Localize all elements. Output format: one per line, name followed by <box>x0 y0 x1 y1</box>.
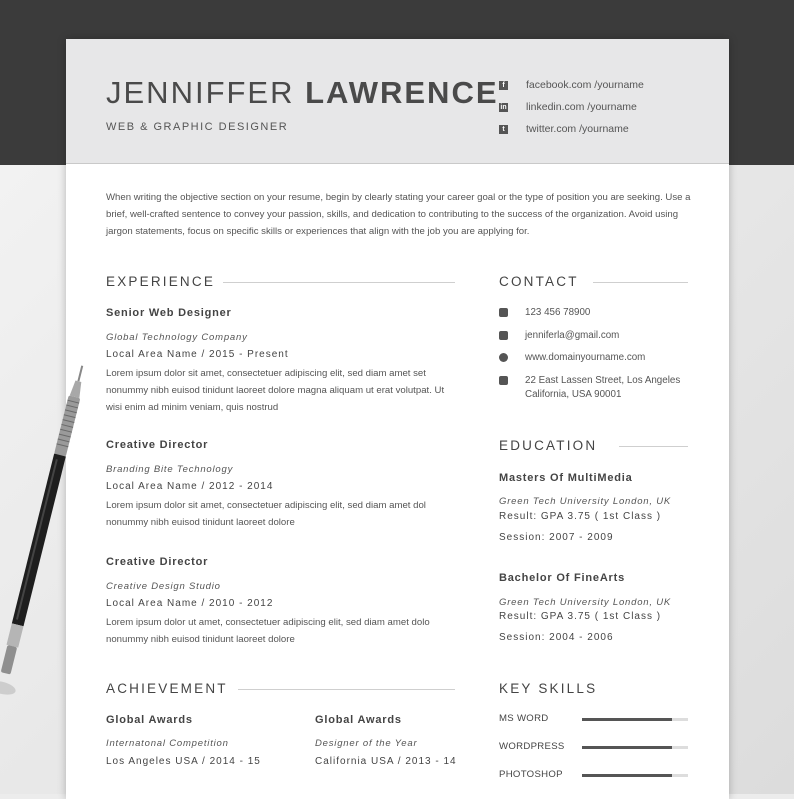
contact-address <box>499 374 680 402</box>
result-text: Result: GPA 3.75 ( 1st Class ) <box>499 511 662 522</box>
job-description: Lorem ipsum dolor sit amet, consectetuer adipiscing elit, sed diam amet dol nonummy nibh euisod tinidunt laoreet dolore <box>106 500 426 528</box>
skill-bar-fill <box>582 774 672 777</box>
session-text: Session: 2007 - 2009 <box>499 532 614 543</box>
experience-heading: EXPERIENCE <box>106 274 216 289</box>
section-divider <box>619 446 688 447</box>
job-description: Lorem ipsum dolor sit amet, consectetuer adipiscing elit, sed diam amet set nonummy nibh euisod tinidunt laoreet dolore magna aliquam ut erat volutpat. Ut wisi enim ad minim veniam, quis nostrud <box>106 368 445 413</box>
section-divider <box>238 689 455 690</box>
school-name: Green Tech University London, UK <box>499 496 672 507</box>
skill-label: PHOTOSHOP <box>499 769 563 780</box>
skills-heading: KEY SKILLS <box>499 681 598 696</box>
skill-bar <box>582 718 688 721</box>
award-meta: California USA / 2013 - 14 <box>315 756 457 767</box>
skill-label: WORDPRESS <box>499 741 565 752</box>
skill-bar <box>582 746 688 749</box>
globe-icon <box>499 353 508 362</box>
school-name: Green Tech University London, UK <box>499 597 672 608</box>
section-divider <box>223 282 455 283</box>
twitter-icon: t <box>499 125 508 134</box>
skill-bar-fill <box>582 746 672 749</box>
degree-title: Bachelor Of FineArts <box>499 572 626 584</box>
job-title: Creative Director <box>106 439 209 451</box>
job-meta: Local Area Name / 2010 - 2012 <box>106 598 274 609</box>
contact-website <box>499 351 645 365</box>
resume-page <box>66 39 729 799</box>
social-linkedin <box>499 101 637 113</box>
result-text: Result: GPA 3.75 ( 1st Class ) <box>499 611 662 622</box>
email-text: jenniferla@gmail.com <box>525 330 620 341</box>
contact-email <box>499 329 619 343</box>
award-title: Global Awards <box>315 714 402 726</box>
skill-bar-fill <box>582 718 672 721</box>
website-text: www.domainyourname.com <box>525 352 646 363</box>
section-divider <box>593 282 688 283</box>
job-meta: Local Area Name / 2012 - 2014 <box>106 481 274 492</box>
social-facebook <box>499 79 644 91</box>
skill-bar <box>582 774 688 777</box>
achievement-heading: ACHIEVEMENT <box>106 681 228 696</box>
facebook-icon: f <box>499 81 508 90</box>
linkedin-icon: in <box>500 103 507 111</box>
objective-paragraph: When writing the objective section on your resume, begin by clearly stating your career goal or the type of position you are seeking. Use a brief, well-crafted sentence to convey your passion, skills, and dedication to contributing to the success of the organization. Avoid using jargon statements, focus on specific skills or experiences that align with the job you are applying for. <box>106 192 691 237</box>
contact-heading: CONTACT <box>499 274 579 289</box>
social-text: twitter.com /yourname <box>526 123 629 135</box>
award-meta: Los Angeles USA / 2014 - 15 <box>106 756 261 767</box>
award-subtitle: Internatonal Competition <box>106 738 229 749</box>
award-subtitle: Designer of the Year <box>315 738 418 749</box>
phone-text: 123 456 78900 <box>525 307 591 318</box>
degree-title: Masters Of MultiMedia <box>499 472 633 484</box>
social-twitter <box>499 123 629 135</box>
job-title: Senior Web Designer <box>106 307 232 319</box>
company-name: Branding Bite Technology <box>106 464 234 475</box>
job-role: WEB & GRAPHIC DESIGNER <box>106 121 289 133</box>
first-name: JENNIFFER <box>106 75 295 110</box>
skill-label: MS WORD <box>499 713 549 724</box>
candidate-name <box>106 75 499 111</box>
resume-header <box>66 39 729 164</box>
home-icon <box>499 376 508 385</box>
phone-icon <box>499 308 508 317</box>
education-heading: EDUCATION <box>499 438 598 453</box>
address-text: 22 East Lassen Street, Los Angeles California, USA 90001 <box>525 375 681 400</box>
award-title: Global Awards <box>106 714 193 726</box>
last-name: LAWRENCE <box>305 75 499 110</box>
contact-phone <box>499 306 590 320</box>
job-description: Lorem ipsum dolor ut amet, consectetuer adipiscing elit, sed diam amet dolo nonummy nibh euisod tinidunt laoreet dolore <box>106 617 430 645</box>
social-text: linkedin.com /yourname <box>526 101 637 113</box>
social-text: facebook.com /yourname <box>526 79 644 91</box>
company-name: Global Technology Company <box>106 332 248 343</box>
session-text: Session: 2004 - 2006 <box>499 632 614 643</box>
job-title: Creative Director <box>106 556 209 568</box>
job-meta: Local Area Name / 2015 - Present <box>106 349 289 360</box>
email-icon <box>499 331 508 340</box>
company-name: Creative Design Studio <box>106 581 221 592</box>
